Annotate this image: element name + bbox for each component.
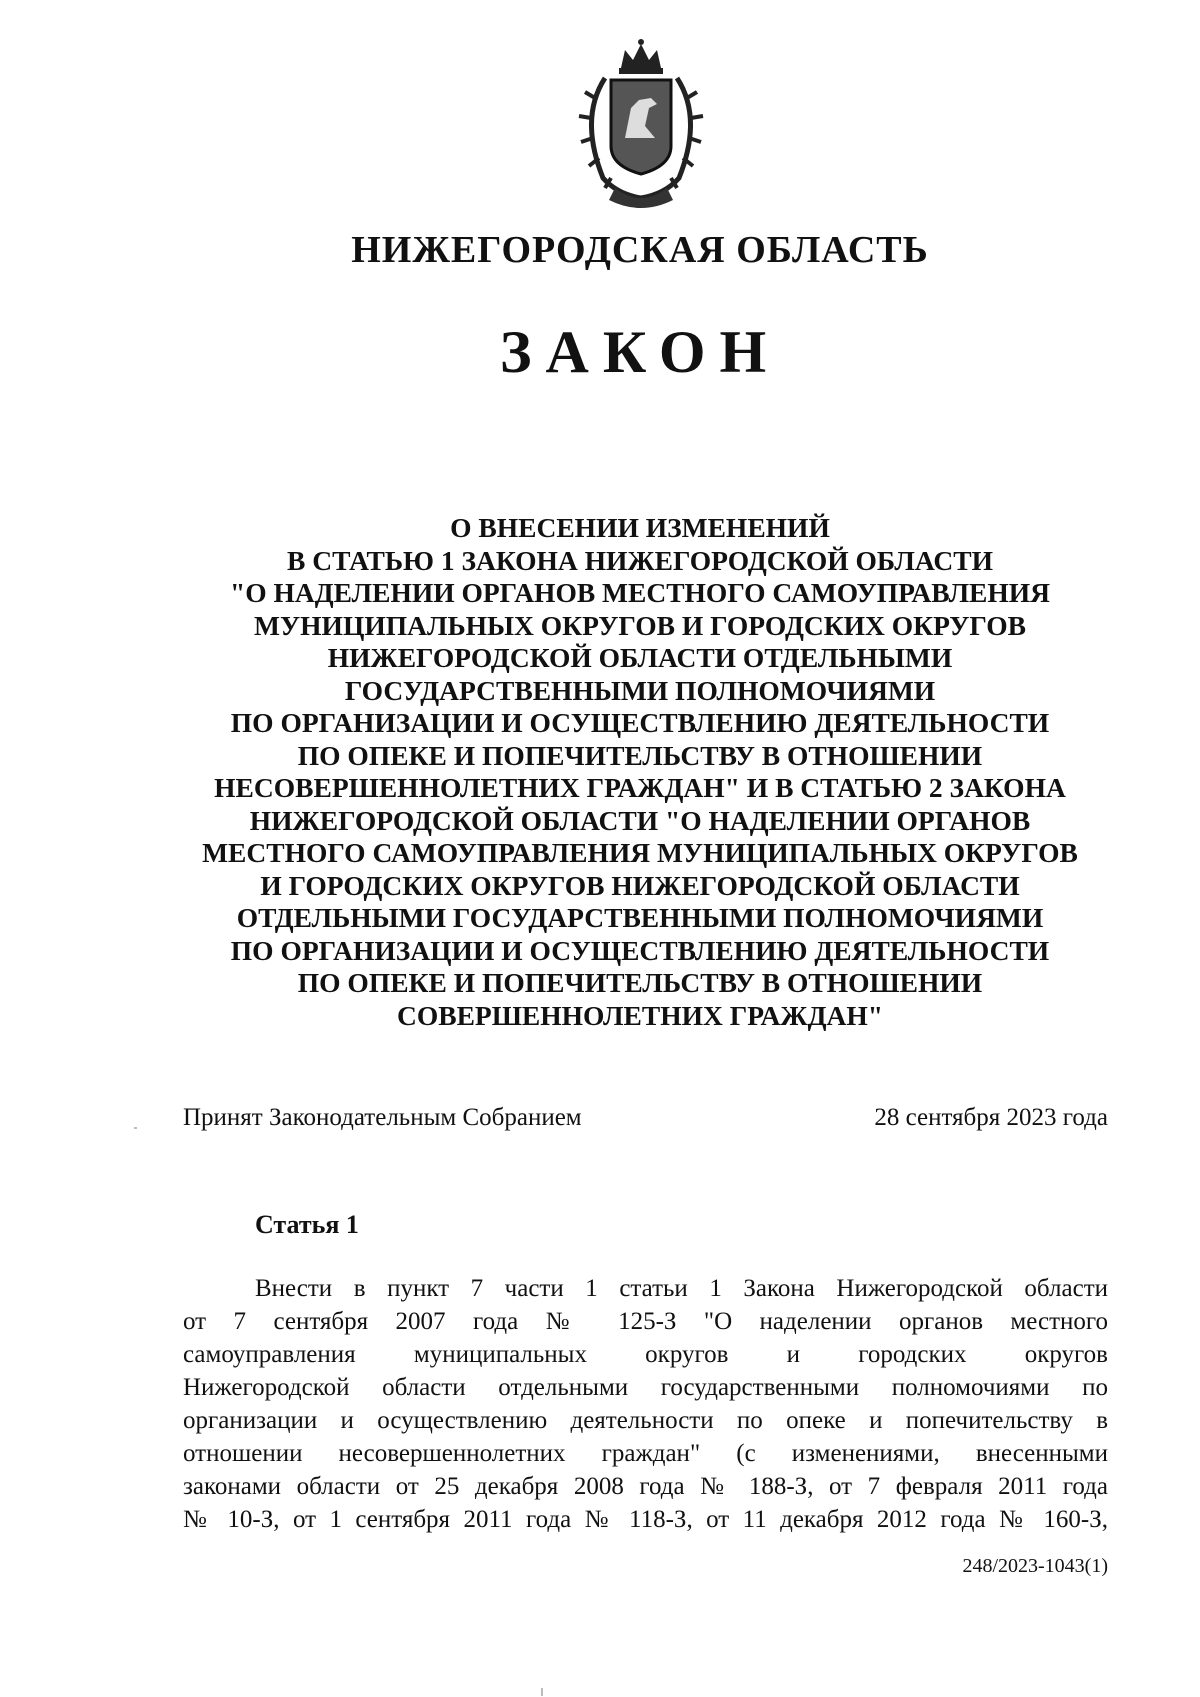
body-line: Внести в пункт 7 части 1 статьи 1 Закона Нижегородской области <box>255 1275 1108 1302</box>
document-code: 248/2023-1043(1) <box>962 1555 1108 1577</box>
adopting-body: Принят Законодательным Собранием <box>183 1104 582 1131</box>
body-line: № 10-З, от 1 сентября 2011 года № 118-З, от 11 декабря 2012 года № 160-З, <box>183 1506 1108 1533</box>
body-line: самоуправления муниципальных округов и городских округов <box>183 1341 1108 1368</box>
title-line: ПО ОРГАНИЗАЦИИ И ОСУЩЕСТВЛЕНИЮ ДЕЯТЕЛЬНОСТИ <box>230 934 1050 966</box>
region-heading: НИЖЕГОРОДСКАЯ ОБЛАСТЬ <box>351 229 929 271</box>
body-line: отношении несовершеннолетних граждан" (с изменениями, внесенными <box>183 1440 1108 1467</box>
scan-mark <box>134 1127 137 1129</box>
title-line: МЕСТНОГО САМОУПРАВЛЕНИЯ МУНИЦИПАЛЬНЫХ ОКРУГОВ <box>202 837 1078 868</box>
title-line: НИЖЕГОРОДСКОЙ ОБЛАСТИ ОТДЕЛЬНЫМИ <box>327 642 953 673</box>
title-line: ПО ОПЕКЕ И ПОПЕЧИТЕЛЬСТВУ В ОТНОШЕНИИ <box>297 967 983 998</box>
title-line: ГОСУДАРСТВЕННЫМИ ПОЛНОМОЧИЯМИ <box>344 674 936 706</box>
adoption-date: 28 сентября 2023 года <box>874 1104 1108 1131</box>
body-line: Нижегородской области отдельными государственными полномочиями по <box>183 1374 1108 1401</box>
body-line: от 7 сентября 2007 года № 125-З "О наделении органов местного <box>183 1308 1108 1335</box>
title-line: НЕСОВЕРШЕННОЛЕТНИХ ГРАЖДАН" И В СТАТЬЮ 2 ЗАКОНА <box>214 772 1066 803</box>
title-line: ОТДЕЛЬНЫМИ ГОСУДАРСТВЕННЫМИ ПОЛНОМОЧИЯМИ <box>236 902 1044 933</box>
article-heading: Статья 1 <box>255 1210 359 1239</box>
title-line: НИЖЕГОРОДСКОЙ ОБЛАСТИ "О НАДЕЛЕНИИ ОРГАНОВ <box>249 804 1031 836</box>
body-line: законами области от 25 декабря 2008 года № 188-З, от 7 февраля 2011 года <box>183 1473 1108 1500</box>
article-body <box>183 1272 1108 1536</box>
adoption-line <box>183 1104 1108 1132</box>
scan-mark <box>541 1688 543 1696</box>
title-line: СОВЕРШЕННОЛЕТНИХ ГРАЖДАН" <box>396 999 884 1031</box>
title-line: МУНИЦИПАЛЬНЫХ ОКРУГОВ И ГОРОДСКИХ ОКРУГОВ <box>254 609 1026 641</box>
body-line: организации и осуществлению деятельности по опеке и попечительству в <box>183 1407 1108 1434</box>
title-line: ПО ОПЕКЕ И ПОПЕЧИТЕЛЬСТВУ В ОТНОШЕНИИ <box>297 739 983 771</box>
title-line: И ГОРОДСКИХ ОКРУГОВ НИЖЕГОРОДСКОЙ ОБЛАСТИ <box>260 869 1020 901</box>
law-title <box>170 512 1110 1032</box>
document-type-heading: ЗАКОН <box>499 319 781 385</box>
coat-of-arms-icon <box>565 38 717 208</box>
title-line: О ВНЕСЕНИИ ИЗМЕНЕНИЙ <box>450 512 830 543</box>
title-line: "О НАДЕЛЕНИИ ОРГАНОВ МЕСТНОГО САМОУПРАВЛЕНИЯ <box>229 577 1051 608</box>
title-line: ПО ОРГАНИЗАЦИИ И ОСУЩЕСТВЛЕНИЮ ДЕЯТЕЛЬНОСТИ <box>230 707 1050 738</box>
title-line: В СТАТЬЮ 1 ЗАКОНА НИЖЕГОРОДСКОЙ ОБЛАСТИ <box>287 544 993 576</box>
